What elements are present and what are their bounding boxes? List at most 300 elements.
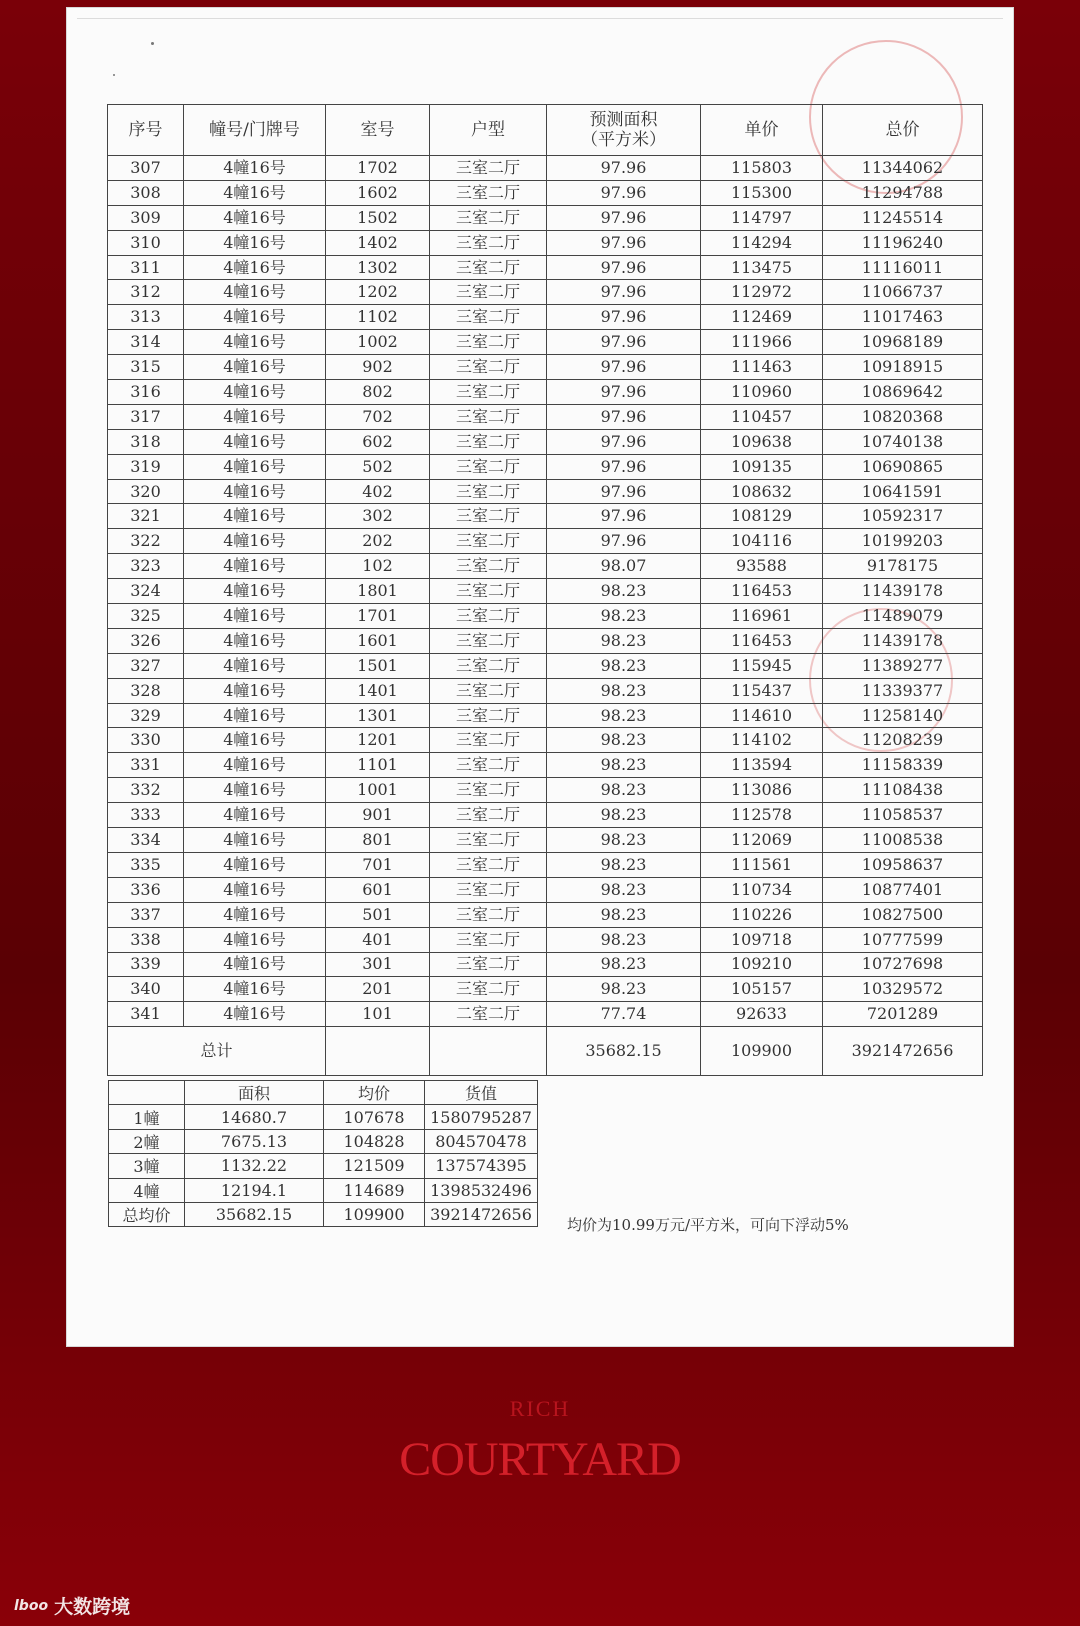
- cell-area: 98.23: [547, 703, 701, 728]
- cell-building: 4幢16号: [184, 703, 326, 728]
- cell-building: 4幢16号: [184, 877, 326, 902]
- cell-total-price: 7201289: [823, 1002, 983, 1027]
- cell-room: 302: [326, 504, 430, 529]
- table-row: [108, 803, 983, 828]
- summary-cell-value: 3921472656: [425, 1202, 538, 1226]
- cell-index: 331: [108, 753, 184, 778]
- cell-total-price: 11058537: [823, 803, 983, 828]
- cell-room: 1101: [326, 753, 430, 778]
- header-area-unit: （平方米）: [581, 129, 666, 150]
- summary-cell-area: 35682.15: [185, 1202, 324, 1226]
- cell-index: 329: [108, 703, 184, 728]
- cell-building: 4幢16号: [184, 728, 326, 753]
- scan-edge-line: [77, 18, 1003, 19]
- cell-total-price: 10740138: [823, 429, 983, 454]
- cell-total-price: 10869642: [823, 380, 983, 405]
- cell-index: 333: [108, 803, 184, 828]
- cell-index: 328: [108, 678, 184, 703]
- cell-unit-price: 116961: [701, 604, 823, 629]
- table-row: [108, 977, 983, 1002]
- cell-area: 97.96: [547, 180, 701, 205]
- cell-building: 4幢16号: [184, 778, 326, 803]
- cell-layout: 三室二厅: [430, 678, 547, 703]
- cell-index: 332: [108, 778, 184, 803]
- cell-room: 201: [326, 977, 430, 1002]
- cell-area: 97.96: [547, 280, 701, 305]
- table-row: [108, 479, 983, 504]
- cell-building: 4幢16号: [184, 504, 326, 529]
- table-row: [108, 728, 983, 753]
- price-list-body: [108, 156, 983, 1027]
- cell-area: 97.96: [547, 380, 701, 405]
- cell-area: 97.96: [547, 504, 701, 529]
- watermark: [14, 1592, 130, 1619]
- cell-building: 4幢16号: [184, 604, 326, 629]
- table-row: [108, 504, 983, 529]
- cell-room: 602: [326, 429, 430, 454]
- cell-unit-price: 110226: [701, 902, 823, 927]
- cell-building: 4幢16号: [184, 330, 326, 355]
- cell-index: 311: [108, 255, 184, 280]
- cell-room: 1501: [326, 653, 430, 678]
- cell-layout: 三室二厅: [430, 977, 547, 1002]
- total-label: 总计: [108, 1027, 326, 1076]
- cell-area: 98.23: [547, 902, 701, 927]
- table-row: [108, 927, 983, 952]
- cell-area: 97.96: [547, 330, 701, 355]
- header-building: 幢号/门牌号: [184, 105, 326, 156]
- cell-total-price: 11008538: [823, 828, 983, 853]
- cell-area: 98.23: [547, 803, 701, 828]
- cell-unit-price: 93588: [701, 554, 823, 579]
- cell-unit-price: 109135: [701, 454, 823, 479]
- cell-unit-price: 105157: [701, 977, 823, 1002]
- cell-unit-price: 111966: [701, 330, 823, 355]
- cell-building: 4幢16号: [184, 305, 326, 330]
- cell-area: 98.23: [547, 728, 701, 753]
- cell-index: 317: [108, 404, 184, 429]
- cell-index: 308: [108, 180, 184, 205]
- summary-row: [109, 1129, 538, 1153]
- cell-unit-price: 109718: [701, 927, 823, 952]
- price-list-table: [107, 104, 983, 1076]
- cell-layout: 三室二厅: [430, 952, 547, 977]
- cell-layout: 三室二厅: [430, 504, 547, 529]
- cell-total-price: 10641591: [823, 479, 983, 504]
- cell-room: 1601: [326, 628, 430, 653]
- cell-building: 4幢16号: [184, 280, 326, 305]
- cell-building: 4幢16号: [184, 156, 326, 181]
- cell-layout: 三室二厅: [430, 828, 547, 853]
- cell-layout: 三室二厅: [430, 877, 547, 902]
- table-row: [108, 429, 983, 454]
- cell-index: 310: [108, 230, 184, 255]
- summary-cell-avg-price: 107678: [324, 1105, 425, 1129]
- cell-room: 402: [326, 479, 430, 504]
- cell-total-price: 10958637: [823, 852, 983, 877]
- cell-room: 1301: [326, 703, 430, 728]
- cell-layout: 三室二厅: [430, 604, 547, 629]
- cell-index: 325: [108, 604, 184, 629]
- cell-total-price: 11017463: [823, 305, 983, 330]
- cell-total-price: 11066737: [823, 280, 983, 305]
- cell-layout: 三室二厅: [430, 454, 547, 479]
- cell-area: 97.96: [547, 156, 701, 181]
- cell-index: 326: [108, 628, 184, 653]
- summary-table: [108, 1080, 538, 1227]
- cell-total-price: 11294788: [823, 180, 983, 205]
- table-row: [108, 380, 983, 405]
- cell-area: 98.23: [547, 852, 701, 877]
- summary-header-value: 货值: [425, 1081, 538, 1105]
- cell-unit-price: 115803: [701, 156, 823, 181]
- table-row: [108, 255, 983, 280]
- summary-cell-avg-price: 114689: [324, 1178, 425, 1202]
- cell-layout: 二室二厅: [430, 1002, 547, 1027]
- cell-building: 4幢16号: [184, 479, 326, 504]
- summary-cell-value: 137574395: [425, 1154, 538, 1178]
- cell-layout: 三室二厅: [430, 778, 547, 803]
- cell-index: 339: [108, 952, 184, 977]
- cell-layout: 三室二厅: [430, 554, 547, 579]
- summary-row: [109, 1178, 538, 1202]
- cell-area: 98.23: [547, 604, 701, 629]
- cell-layout: 三室二厅: [430, 156, 547, 181]
- cell-building: 4幢16号: [184, 1002, 326, 1027]
- cell-room: 901: [326, 803, 430, 828]
- cell-total-price: 10690865: [823, 454, 983, 479]
- header-area: [547, 105, 701, 156]
- table-header-row: [108, 105, 983, 156]
- header-index: 序号: [108, 105, 184, 156]
- cell-layout: 三室二厅: [430, 803, 547, 828]
- summary-cell-value: 1580795287: [425, 1105, 538, 1129]
- cell-area: 97.96: [547, 255, 701, 280]
- cell-building: 4幢16号: [184, 255, 326, 280]
- cell-index: 307: [108, 156, 184, 181]
- cell-total-price: 10827500: [823, 902, 983, 927]
- cell-room: 1002: [326, 330, 430, 355]
- cell-total-price: 10329572: [823, 977, 983, 1002]
- table-row: [108, 852, 983, 877]
- cell-room: 701: [326, 852, 430, 877]
- cell-area: 98.23: [547, 579, 701, 604]
- summary-header-row: [109, 1081, 538, 1105]
- cell-building: 4幢16号: [184, 803, 326, 828]
- summary-cell-value: 1398532496: [425, 1178, 538, 1202]
- summary-cell-avg-price: 121509: [324, 1154, 425, 1178]
- cell-room: 1602: [326, 180, 430, 205]
- cell-index: 320: [108, 479, 184, 504]
- watermark-logo-icon: lboo: [14, 1597, 49, 1614]
- summary-cell-area: 14680.7: [185, 1105, 324, 1129]
- scan-speck: [151, 42, 154, 45]
- cell-area: 98.23: [547, 952, 701, 977]
- summary-cell-avg-price: 109900: [324, 1202, 425, 1226]
- table-row: [108, 454, 983, 479]
- cell-index: 309: [108, 205, 184, 230]
- summary-cell-building: 总均价: [109, 1202, 185, 1226]
- cell-building: 4幢16号: [184, 628, 326, 653]
- cell-building: 4幢16号: [184, 554, 326, 579]
- cell-total-price: 11258140: [823, 703, 983, 728]
- summary-cell-avg-price: 104828: [324, 1129, 425, 1153]
- cell-room: 101: [326, 1002, 430, 1027]
- cell-layout: 三室二厅: [430, 305, 547, 330]
- cell-index: 335: [108, 852, 184, 877]
- scan-speck: [113, 74, 115, 76]
- cell-building: 4幢16号: [184, 529, 326, 554]
- cell-area: 77.74: [547, 1002, 701, 1027]
- cell-building: 4幢16号: [184, 380, 326, 405]
- cell-room: 301: [326, 952, 430, 977]
- cell-layout: 三室二厅: [430, 355, 547, 380]
- cell-room: 1302: [326, 255, 430, 280]
- table-row: [108, 330, 983, 355]
- table-row: [108, 902, 983, 927]
- cell-area: 97.96: [547, 305, 701, 330]
- cell-layout: 三室二厅: [430, 728, 547, 753]
- cell-unit-price: 114294: [701, 230, 823, 255]
- cell-room: 1201: [326, 728, 430, 753]
- cell-index: 315: [108, 355, 184, 380]
- cell-area: 97.96: [547, 355, 701, 380]
- cell-unit-price: 115437: [701, 678, 823, 703]
- table-row: [108, 753, 983, 778]
- cell-room: 902: [326, 355, 430, 380]
- cell-total-price: 11196240: [823, 230, 983, 255]
- cell-unit-price: 109210: [701, 952, 823, 977]
- summary-cell-building: 1幢: [109, 1105, 185, 1129]
- cell-total-price: 11339377: [823, 678, 983, 703]
- table-row: [108, 828, 983, 853]
- cell-index: 319: [108, 454, 184, 479]
- cell-total-price: 11208239: [823, 728, 983, 753]
- cell-total-price: 11439178: [823, 579, 983, 604]
- brand-courtyard-logo: COURTYARD: [399, 1433, 681, 1486]
- summary-cell-building: 4幢: [109, 1178, 185, 1202]
- cell-total-price: 10592317: [823, 504, 983, 529]
- cell-room: 802: [326, 380, 430, 405]
- table-row: [108, 305, 983, 330]
- cell-unit-price: 109638: [701, 429, 823, 454]
- cell-building: 4幢16号: [184, 927, 326, 952]
- cell-area: 97.96: [547, 529, 701, 554]
- cell-total-price: 11344062: [823, 156, 983, 181]
- cell-room: 502: [326, 454, 430, 479]
- cell-building: 4幢16号: [184, 230, 326, 255]
- cell-room: 1202: [326, 280, 430, 305]
- header-total-price: 总价: [823, 105, 983, 156]
- cell-total-price: 11158339: [823, 753, 983, 778]
- cell-area: 97.96: [547, 479, 701, 504]
- cell-area: 98.07: [547, 554, 701, 579]
- cell-area: 98.23: [547, 877, 701, 902]
- cell-unit-price: 114610: [701, 703, 823, 728]
- cell-building: 4幢16号: [184, 429, 326, 454]
- summary-header-blank: [109, 1081, 185, 1105]
- cell-room: 401: [326, 927, 430, 952]
- table-row: [108, 529, 983, 554]
- cell-room: 1702: [326, 156, 430, 181]
- cell-index: 321: [108, 504, 184, 529]
- table-row: [108, 703, 983, 728]
- summary-row: [109, 1154, 538, 1178]
- cell-index: 336: [108, 877, 184, 902]
- cell-total-price: 10727698: [823, 952, 983, 977]
- cell-layout: 三室二厅: [430, 404, 547, 429]
- cell-area: 98.23: [547, 977, 701, 1002]
- header-room: 室号: [326, 105, 430, 156]
- cell-building: 4幢16号: [184, 828, 326, 853]
- cell-building: 4幢16号: [184, 454, 326, 479]
- cell-layout: 三室二厅: [430, 579, 547, 604]
- cell-total-price: 10777599: [823, 927, 983, 952]
- table-row: [108, 604, 983, 629]
- cell-index: 338: [108, 927, 184, 952]
- cell-total-price: 11108438: [823, 778, 983, 803]
- cell-layout: 三室二厅: [430, 429, 547, 454]
- average-price-note: 均价为10.99万元/平方米，可向下浮动5%: [567, 1216, 849, 1234]
- cell-unit-price: 113475: [701, 255, 823, 280]
- cell-room: 1701: [326, 604, 430, 629]
- cell-index: 341: [108, 1002, 184, 1027]
- cell-layout: 三室二厅: [430, 927, 547, 952]
- cell-index: 313: [108, 305, 184, 330]
- cell-index: 327: [108, 653, 184, 678]
- brand-rich-text: RICH: [509, 1396, 571, 1421]
- summary-cell-value: 804570478: [425, 1129, 538, 1153]
- cell-area: 98.23: [547, 678, 701, 703]
- cell-unit-price: 110960: [701, 380, 823, 405]
- cell-total-price: 11245514: [823, 205, 983, 230]
- cell-unit-price: 114797: [701, 205, 823, 230]
- table-row: [108, 156, 983, 181]
- cell-index: 316: [108, 380, 184, 405]
- cell-unit-price: 113594: [701, 753, 823, 778]
- table-row: [108, 628, 983, 653]
- cell-layout: 三室二厅: [430, 653, 547, 678]
- table-row: [108, 778, 983, 803]
- cell-unit-price: 111561: [701, 852, 823, 877]
- header-unit-price: 单价: [701, 105, 823, 156]
- cell-layout: 三室二厅: [430, 529, 547, 554]
- table-row: [108, 579, 983, 604]
- cell-area: 98.23: [547, 828, 701, 853]
- cell-room: 1801: [326, 579, 430, 604]
- cell-room: 1102: [326, 305, 430, 330]
- cell-unit-price: 115300: [701, 180, 823, 205]
- summary-cell-area: 12194.1: [185, 1178, 324, 1202]
- cell-unit-price: 113086: [701, 778, 823, 803]
- cell-total-price: 10820368: [823, 404, 983, 429]
- table-row: [108, 404, 983, 429]
- summary-cell-building: 2幢: [109, 1129, 185, 1153]
- total-empty-cell: [430, 1027, 547, 1076]
- cell-area: 97.96: [547, 205, 701, 230]
- cell-building: 4幢16号: [184, 404, 326, 429]
- cell-building: 4幢16号: [184, 579, 326, 604]
- cell-unit-price: 110734: [701, 877, 823, 902]
- cell-unit-price: 104116: [701, 529, 823, 554]
- table-row: [108, 230, 983, 255]
- cell-layout: 三室二厅: [430, 852, 547, 877]
- cell-area: 98.23: [547, 778, 701, 803]
- cell-total-price: 10918915: [823, 355, 983, 380]
- summary-cell-area: 7675.13: [185, 1129, 324, 1153]
- cell-layout: 三室二厅: [430, 479, 547, 504]
- cell-area: 98.23: [547, 628, 701, 653]
- cell-index: 330: [108, 728, 184, 753]
- cell-building: 4幢16号: [184, 977, 326, 1002]
- cell-layout: 三室二厅: [430, 255, 547, 280]
- summary-row: [109, 1105, 538, 1129]
- cell-area: 97.96: [547, 429, 701, 454]
- cell-index: 322: [108, 529, 184, 554]
- cell-building: 4幢16号: [184, 355, 326, 380]
- cell-area: 98.23: [547, 927, 701, 952]
- cell-total-price: 11116011: [823, 255, 983, 280]
- total-area: 35682.15: [547, 1027, 701, 1076]
- summary-cell-area: 1132.22: [185, 1154, 324, 1178]
- cell-room: 1401: [326, 678, 430, 703]
- cell-unit-price: 108129: [701, 504, 823, 529]
- total-total-price: 3921472656: [823, 1027, 983, 1076]
- cell-index: 318: [108, 429, 184, 454]
- cell-index: 312: [108, 280, 184, 305]
- cell-layout: 三室二厅: [430, 330, 547, 355]
- cell-index: 340: [108, 977, 184, 1002]
- cell-building: 4幢16号: [184, 205, 326, 230]
- total-empty-cell: [326, 1027, 430, 1076]
- cell-total-price: 11489079: [823, 604, 983, 629]
- cell-unit-price: 112578: [701, 803, 823, 828]
- watermark-text: 大数跨境: [54, 1596, 131, 1618]
- cell-area: 97.96: [547, 454, 701, 479]
- cell-room: 1001: [326, 778, 430, 803]
- cell-building: 4幢16号: [184, 852, 326, 877]
- cell-room: 1402: [326, 230, 430, 255]
- cell-index: 323: [108, 554, 184, 579]
- total-row: [108, 1027, 983, 1076]
- cell-layout: 三室二厅: [430, 205, 547, 230]
- cell-index: 324: [108, 579, 184, 604]
- summary-body: [109, 1105, 538, 1227]
- table-row: [108, 678, 983, 703]
- cell-area: 97.96: [547, 230, 701, 255]
- summary-row: [109, 1202, 538, 1226]
- cell-building: 4幢16号: [184, 902, 326, 927]
- cell-total-price: 11439178: [823, 628, 983, 653]
- total-unit-price: 109900: [701, 1027, 823, 1076]
- cell-total-price: 11389277: [823, 653, 983, 678]
- document-page: [67, 8, 1013, 1346]
- header-layout: 户型: [430, 105, 547, 156]
- table-row: [108, 205, 983, 230]
- table-row: [108, 280, 983, 305]
- cell-total-price: 10877401: [823, 877, 983, 902]
- summary-header-avg-price: 均价: [324, 1081, 425, 1105]
- cell-building: 4幢16号: [184, 653, 326, 678]
- cell-building: 4幢16号: [184, 753, 326, 778]
- cell-layout: 三室二厅: [430, 703, 547, 728]
- cell-room: 702: [326, 404, 430, 429]
- cell-unit-price: 92633: [701, 1002, 823, 1027]
- table-row: [108, 1002, 983, 1027]
- cell-total-price: 10968189: [823, 330, 983, 355]
- cell-index: 337: [108, 902, 184, 927]
- cell-unit-price: 115945: [701, 653, 823, 678]
